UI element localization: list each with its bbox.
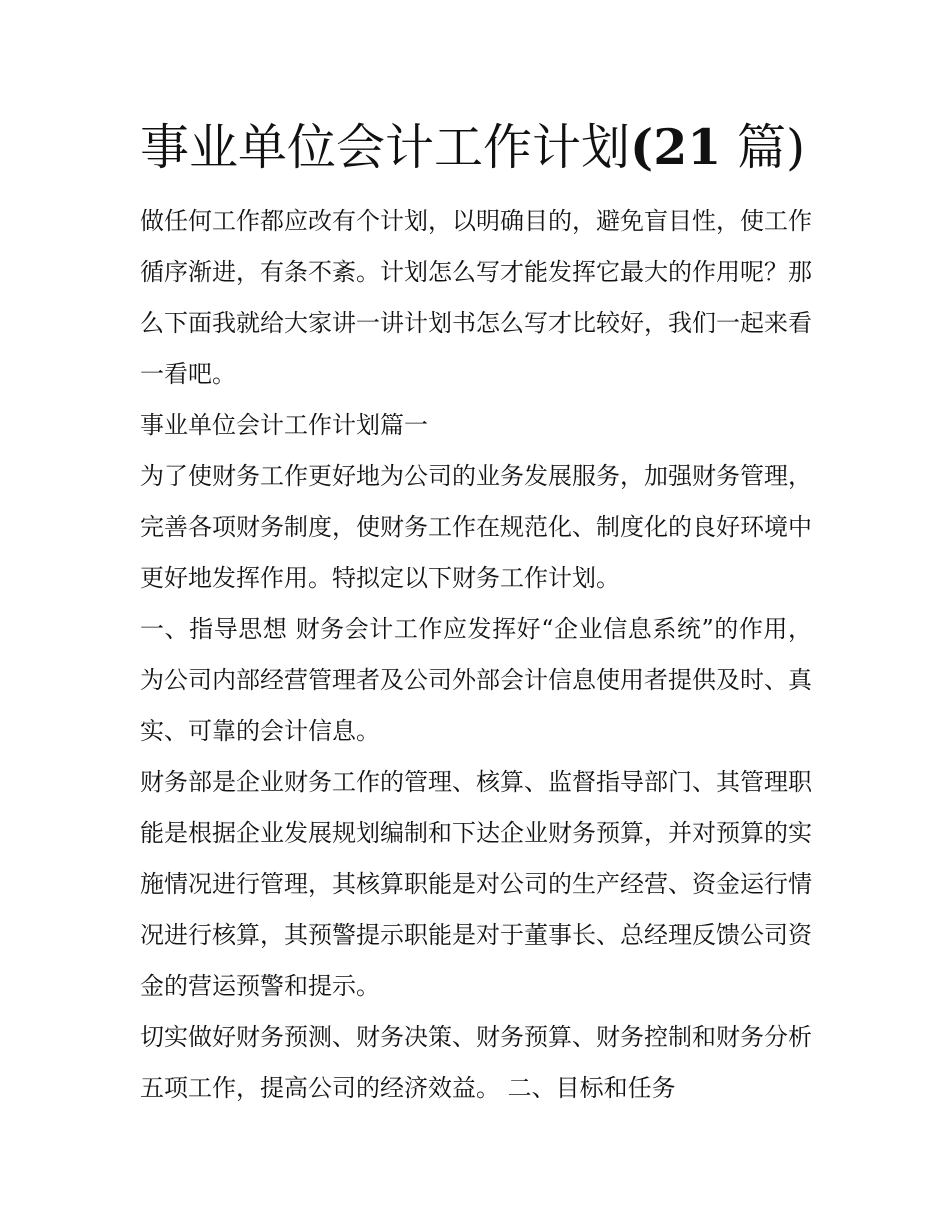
title-tail: 篇) [721,119,806,176]
title-main: 事业单位会计工作计划 [140,119,631,176]
section-heading: 事业单位会计工作计划篇一 [140,411,428,439]
document-body [140,196,812,1114]
title-count: (21 [630,118,722,176]
body-paragraph: 一、指导思想 财务会计工作应发挥好“企业信息系统”的作用，为公司内部经营管理者及公司外部会计信息使用者提供及时、真实、可靠的会计信息。 [140,615,812,745]
body-paragraph: 财务部是企业财务工作的管理、核算、监督指导部门、其管理职能是根据企业发展规划编制和下达企业财务预算，并对预算的实施情况进行管理，其核算职能是对公司的生产经营、资金运行情况进行核算，其预警提示职能是对于董事长、总经理反馈公司资金的营运预警和提示。 [140,768,812,1000]
body-paragraph: 为了使财务工作更好地为公司的业务发展服务，加强财务管理，完善各项财务制度，使财务工作在规范化、制度化的良好环境中更好地发挥作用。特拟定以下财务工作计划。 [140,462,812,592]
intro-paragraph: 做任何工作都应改有个计划，以明确目的，避免盲目性，使工作循序渐进，有条不紊。计划怎么写才能发挥它最大的作用呢？那么下面我就给大家讲一讲计划书怎么写才比较好，我们一起来看一看吧。 [140,207,812,388]
body-paragraph: 切实做好财务预测、财务决策、财务预算、财务控制和财务分析五项工作，提高公司的经济效益。 二、目标和任务 [140,1023,812,1102]
document-title [140,112,840,183]
